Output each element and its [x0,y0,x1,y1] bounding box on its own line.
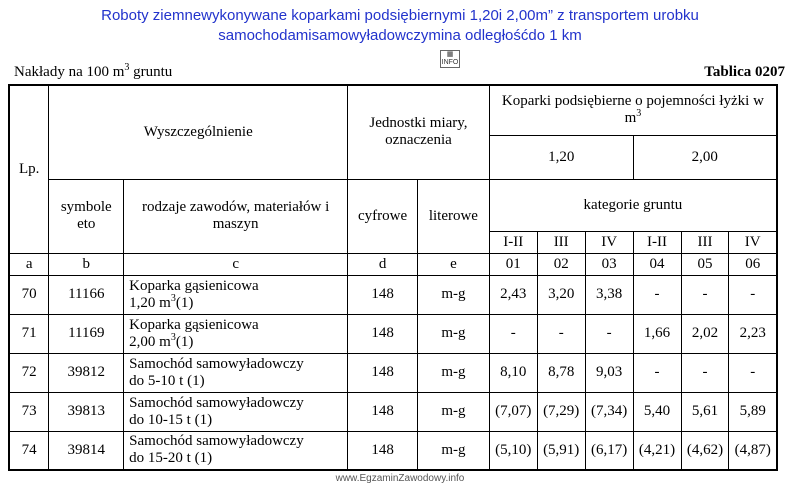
description-cell [124,392,348,431]
letter-cell: e [417,253,489,275]
description-line-1: Samochód samowyładowczy [129,433,304,450]
value-cell: - [489,314,537,353]
literowe-header: literowe [417,179,489,253]
koparki-sup: 3 [636,108,642,120]
literowe-cell: m-g [417,314,489,353]
value-cell: (7,07) [489,392,537,431]
value-cell: - [633,353,681,392]
caption-sup: 3 [124,62,130,73]
value-cell: 5,40 [633,392,681,431]
description-line-2-end: (1) [175,294,194,311]
koparki-text: Koparki podsiębierne o pojemności łyżki w m [501,93,764,127]
table-caption-left [14,64,172,81]
cyfrowe-header: cyfrowe [348,179,418,253]
category-cell: I-II [489,231,537,253]
value-cell: (6,17) [585,431,633,470]
description-line-2 [129,292,345,312]
value-cell: 2,23 [729,314,777,353]
literowe-cell: m-g [417,353,489,392]
description-cell [124,353,348,392]
rodzaje-header: rodzaje zawodów, materiałów i maszyn [124,179,348,253]
table-number: Tablica 0207 [704,64,785,80]
kategorie-header: kategorie gruntu [489,179,777,231]
value-cell: 1,66 [633,314,681,353]
description-line-2 [129,373,345,390]
lp-cell: 73 [9,392,49,431]
value-cell: (7,34) [585,392,633,431]
title-line-2: samochodamisamowyładowczymina odległośćdo 1 km [218,27,582,44]
literowe-cell: m-g [417,275,489,314]
code-cell: 02 [537,253,585,275]
category-cell: III [681,231,729,253]
info-icon: ▦ INFO [441,51,459,66]
literowe-cell: m-g [417,431,489,470]
value-cell: 5,61 [681,392,729,431]
value-cell: (5,10) [489,431,537,470]
symbol-cell: 39812 [49,353,124,392]
cyfrowe-cell: 148 [348,431,418,470]
letter-cell: c [124,253,348,275]
lp-cell: 72 [9,353,49,392]
description-line-2-text: do 10-15 t (1) [129,411,213,428]
category-cell: IV [585,231,633,253]
page-title [0,6,800,46]
title-line-1: Roboty ziemnewykonywane koparkami podsiębiernymi 1,20i 2,00m” z transportem urobku [101,7,699,24]
description-line-1: Koparka gąsienicowa [129,277,259,294]
literowe-cell: m-g [417,392,489,431]
description-cell [124,314,348,353]
description-line-2 [129,331,345,351]
lp-cell: 71 [9,314,49,353]
footer-watermark: www.EgzaminZawodowy.info [335,473,465,484]
table-row [9,353,777,392]
value-cell: 9,03 [585,353,633,392]
description-line-2-end: (1) [175,333,194,350]
symbol-cell: 39813 [49,392,124,431]
lp-header: Lp. [9,85,49,253]
lp-cell: 70 [9,275,49,314]
value-cell: - [537,314,585,353]
table-row [9,431,777,470]
jednostki-header: Jednostki miary, oznaczenia [348,85,490,179]
table-row [9,275,777,314]
code-cell: 06 [729,253,777,275]
description-line-2-text: do 5-10 t (1) [129,372,205,389]
description-line-2-text: do 15-20 t (1) [129,450,213,467]
category-cell: IV [729,231,777,253]
value-cell: (7,29) [537,392,585,431]
description-line-2-text: 2,00 m [129,333,171,350]
cyfrowe-cell: 148 [348,392,418,431]
code-cell: 04 [633,253,681,275]
value-cell: 8,10 [489,353,537,392]
symbol-cell: 11166 [49,275,124,314]
letter-cell: d [348,253,418,275]
symbole-header: symbole eto [49,179,124,253]
caption-text: Nakłady na 100 m [14,64,125,80]
value-cell: 3,38 [585,275,633,314]
description-line-1: Samochód samowyładowczy [129,355,304,372]
code-cell: 05 [681,253,729,275]
value-cell: (4,21) [633,431,681,470]
description-line-1: Koparka gąsienicowa [129,316,259,333]
category-cell: I-II [633,231,681,253]
value-cell: - [633,275,681,314]
value-cell: - [729,353,777,392]
description-line-2 [129,450,345,467]
norms-table [8,84,778,471]
koparki-header [489,85,777,135]
value-cell: - [681,353,729,392]
value-cell: - [729,275,777,314]
value-cell: - [681,275,729,314]
category-cell: III [537,231,585,253]
description-line-1: Samochód samowyładowczy [129,394,304,411]
value-cell: 2,43 [489,275,537,314]
symbol-cell: 11169 [49,314,124,353]
table-row [9,392,777,431]
wyszczegolnienie-header: Wyszczególnienie [49,85,348,179]
value-cell: 5,89 [729,392,777,431]
cyfrowe-cell: 148 [348,353,418,392]
value-cell: (4,62) [681,431,729,470]
description-line-2-text: 1,20 m [129,294,171,311]
symbol-cell: 39814 [49,431,124,470]
value-cell: (5,91) [537,431,585,470]
value-cell: - [585,314,633,353]
value-cell: 8,78 [537,353,585,392]
value-cell: 3,20 [537,275,585,314]
letter-cell: b [49,253,124,275]
capacity-2-header: 2,00 [633,135,777,179]
caption-end: gruntu [129,64,173,80]
cyfrowe-cell: 148 [348,314,418,353]
description-sup: 3 [170,331,176,343]
value-cell: 2,02 [681,314,729,353]
value-cell: (4,87) [729,431,777,470]
capacity-1-header: 1,20 [489,135,633,179]
description-line-2 [129,412,345,429]
code-cell: 03 [585,253,633,275]
code-cell: 01 [489,253,537,275]
cyfrowe-cell: 148 [348,275,418,314]
letter-cell: a [9,253,49,275]
description-cell [124,431,348,470]
description-cell [124,275,348,314]
lp-cell: 74 [9,431,49,470]
description-sup: 3 [170,292,176,304]
table-row [9,314,777,353]
